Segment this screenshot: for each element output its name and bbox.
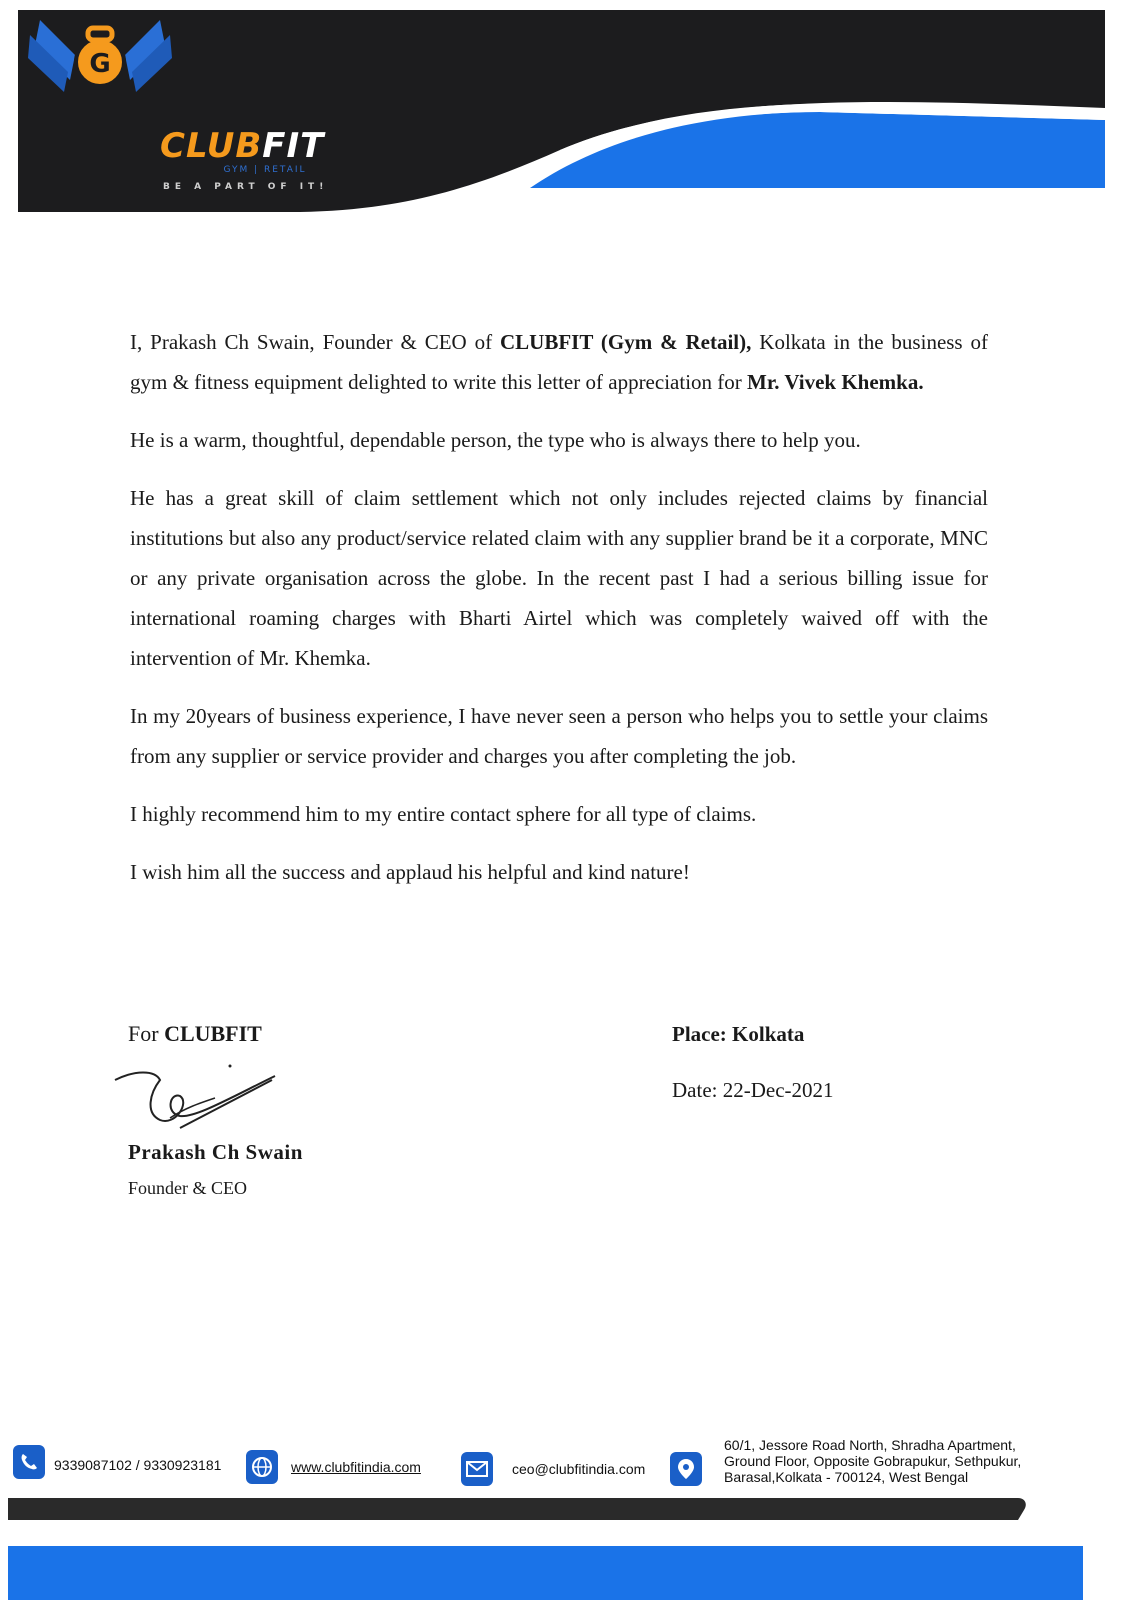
address-line: 60/1, Jessore Road North, Shradha Apartment, — [724, 1437, 1016, 1453]
globe-icon — [246, 1450, 278, 1484]
brand-tagline: BE A PART OF IT! — [163, 182, 329, 192]
paragraph-skill: He has a great skill of claim settlement which not only includes rejected claims by financial institutions but also any product/service related claim with any supplier brand be it a corporate, MNC or any private organisation across the globe. In the recent past I had a serious billing issue for international roaming charges with Bharti Airtel which was completely waived off with the intervention of Mr. Khemka. — [130, 486, 988, 670]
paragraph-intro: I, Prakash Ch Swain, Founder & CEO of CLUBFIT (Gym & Retail), Kolkata in the business of gym & fitness equipment delighted to write this letter of appreciation for Mr. Vivek Khemka. — [130, 330, 988, 394]
signature-block — [128, 1018, 448, 1198]
address-line: Ground Floor, Opposite Gobrapukur, Sethpukur, — [724, 1453, 1022, 1469]
paragraph-closing: I wish him all the success and applaud his helpful and kind nature! — [130, 860, 690, 884]
paragraph-experience: In my 20years of business experience, I have never seen a person who helps you to settle your claims from any supplier or service provider and charges you after completing the job. — [130, 704, 988, 768]
for-company-line: For CLUBFIT — [128, 1021, 262, 1046]
signer-name: Prakash Ch Swain — [128, 1140, 303, 1164]
paragraph-character: He is a warm, thoughtful, dependable person, the type who is always there to help you. — [130, 428, 861, 452]
address-block — [724, 1437, 1084, 1485]
footer-stripes — [0, 1490, 1127, 1600]
date-line: Date: 22-Dec-2021 — [672, 1078, 834, 1102]
email-link[interactable]: ceo@clubfitindia.com — [512, 1461, 646, 1477]
website-link[interactable]: www.clubfitindia.com — [291, 1459, 421, 1475]
mail-icon — [461, 1452, 493, 1486]
place-line: Place: Kolkata — [672, 1022, 805, 1046]
location-pin-icon — [670, 1452, 702, 1486]
phone-numbers: 9339087102 / 9330923181 — [54, 1457, 222, 1473]
svg-text:G: G — [89, 49, 111, 79]
address-line: Barasal,Kolkata - 700124, West Bengal — [724, 1469, 969, 1485]
brand-subtitle: GYM | RETAIL — [223, 165, 307, 175]
phone-icon — [13, 1445, 45, 1479]
signer-title: Founder & CEO — [128, 1178, 247, 1198]
letter-body — [130, 322, 988, 910]
place-date-block — [672, 1018, 992, 1102]
brand-wordmark: CLUBFIT — [160, 126, 325, 166]
handwritten-signature — [110, 1058, 290, 1138]
letterhead-header — [0, 0, 1127, 230]
paragraph-recommendation: I highly recommend him to my entire contact sphere for all type of claims. — [130, 802, 757, 826]
